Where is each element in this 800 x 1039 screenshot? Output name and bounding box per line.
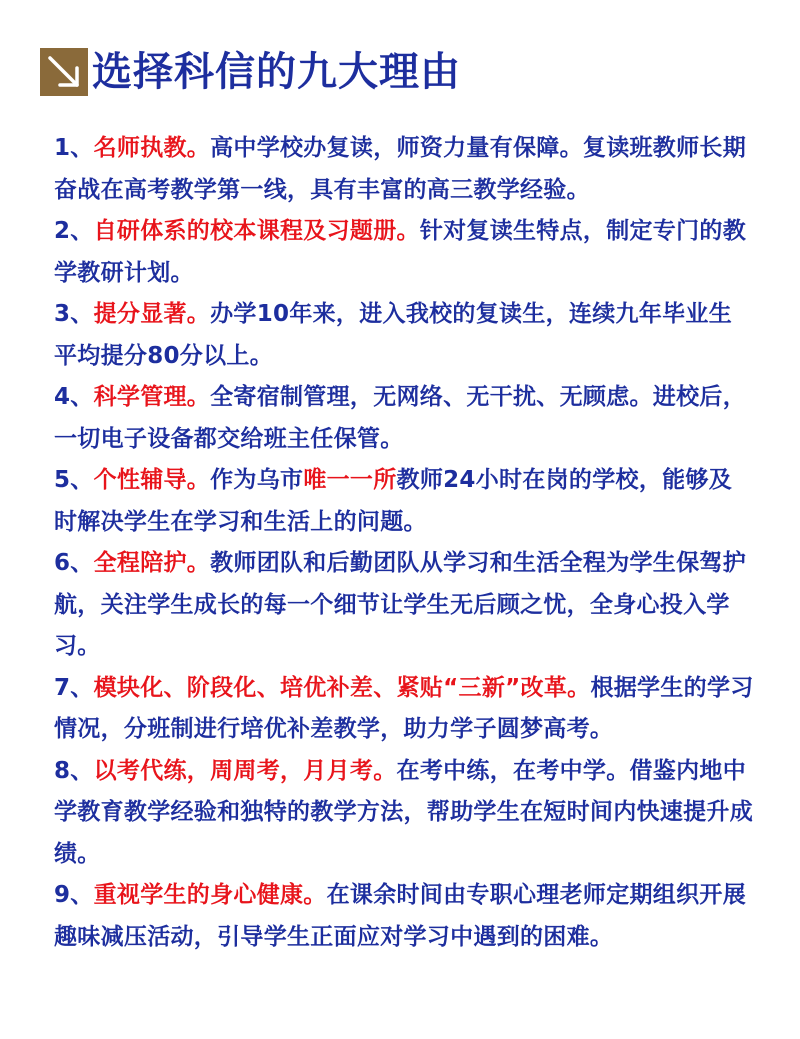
- reason-number: 9、: [54, 882, 94, 908]
- reason-body: 针对复读生特点，制定专门的教学教研计划。: [54, 218, 747, 286]
- reason-body: 全寄宿制管理，无网络、无干扰、无顾虑。进校后，一切电子设备都交给班主任保管。: [54, 384, 747, 452]
- reason-number: 2、: [54, 218, 94, 244]
- reason-item-3: [54, 294, 754, 377]
- reason-body: 在考中练，在考中学。借鉴内地中学教育教学经验和独特的教学方法，帮助学生在短时间内快速提升成绩。: [54, 757, 753, 867]
- reason-heading: 个性辅导。: [93, 467, 211, 493]
- reason-item-9: [54, 875, 754, 958]
- reason-heading: 提分显著。: [93, 301, 211, 327]
- reason-number: 5、: [54, 467, 94, 493]
- reason-body: 根据学生的学习情况，分班制进行培优补差教学，助力学子圆梦高考。: [54, 674, 754, 742]
- reason-heading: 自研体系的校本课程及习题册。: [93, 218, 420, 244]
- reason-heading: 全程陪护。: [93, 550, 211, 576]
- arrow-down-right-icon: [40, 48, 88, 96]
- reason-heading: 以考代练，周周考，月月考。: [93, 757, 397, 784]
- reason-number: 6、: [54, 550, 94, 576]
- reason-item-1: [54, 128, 754, 211]
- reason-list: [54, 128, 754, 958]
- reason-item-7: [54, 668, 754, 751]
- reason-item-8: [54, 751, 754, 876]
- reason-item-2: [54, 211, 754, 294]
- reason-number: 1、: [54, 135, 94, 161]
- header: [40, 46, 461, 98]
- reason-item-4: [54, 377, 754, 460]
- reason-heading: 名师执教。: [93, 135, 211, 161]
- reason-number: 4、: [54, 384, 94, 410]
- reason-body: 办学10年来，进入我校的复读生，连续九年毕业生平均提分80分以上。: [54, 301, 733, 369]
- reason-body-highlight: 唯一一所: [303, 467, 397, 493]
- reason-body-post: 教师24小时在岗的学校，能够及时解决学生在学习和生活上的问题。: [54, 467, 733, 535]
- reason-heading: 重视学生的身心健康。: [93, 882, 327, 908]
- reason-body: 教师团队和后勤团队从学习和生活全程为学生保驾护航，关注学生成长的每一个细节让学生无后顾之忧，全身心投入学习。: [54, 550, 747, 659]
- reason-body: 高中学校办复读，师资力量有保障。复读班教师长期奋战在高考教学第一线，具有丰富的高三教学经验。: [54, 135, 747, 203]
- reason-number: 8、: [54, 757, 94, 784]
- reason-item-6: [54, 543, 754, 668]
- reason-number: 3、: [54, 301, 94, 327]
- reason-number: 7、: [54, 674, 94, 701]
- reason-item-5: [54, 460, 754, 543]
- page-title: 选择科信的九大理由: [92, 49, 461, 95]
- reason-body: 在课余时间由专职心理老师定期组织开展趣味减压活动，引导学生正面应对学习中遇到的困难。: [54, 882, 747, 950]
- reason-heading: 科学管理。: [93, 384, 211, 410]
- reason-heading: 模块化、阶段化、培优补差、紧贴“三新”改革。: [93, 674, 591, 701]
- reason-body-pre: 作为乌市: [210, 467, 304, 493]
